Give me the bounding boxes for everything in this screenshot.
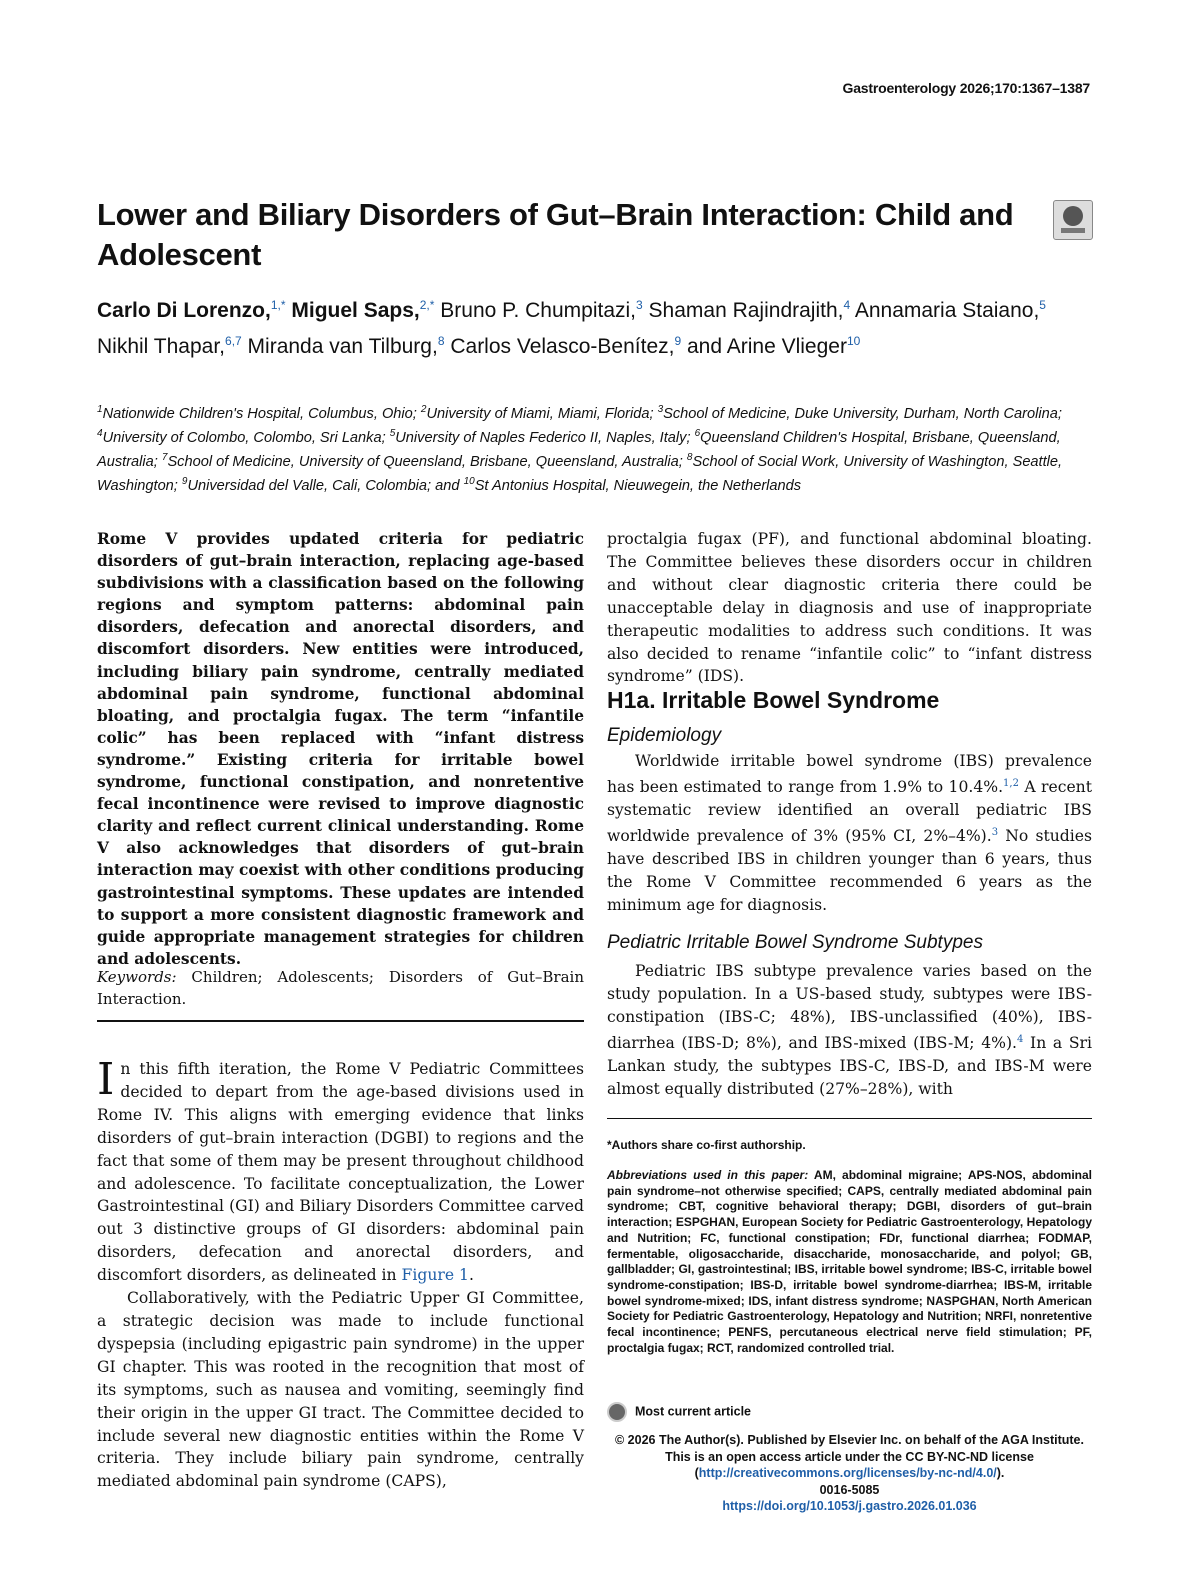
affil-text: Universidad del Valle, Cali, Colombia; and [187, 477, 464, 494]
abstract: Rome V provides updated criteria for pediatric disorders of gut–brain interaction, replacing age-based subdivisions with a classification based on the following regions and symptom patterns: abdominal pain disorders, defecation and anorectal disorders, and discomfort disorders. New entities were introduced, including biliary pain syndrome, centrally mediated abdominal pain syndrome, functional abdominal bloating, and proctalgia fugax. The term “infantile colic” has been replaced with “infant distress syndrome.” Existing criteria for irritable bowel syndrome, functional constipation, and nonretentive fecal incontinence were revised to improve diagnostic clarity and reflect current clinical understanding. Rome V also acknowledges that disorders of gut–brain interaction may coexist with other conditions producing gastrointestinal symptoms. These updates are intended to support a more consistent diagnostic framework and guide appropriate management strategies for children and adolescents. [97, 530, 584, 968]
affil-text: St Antonius Hospital, Nieuwegein, the Netherlands [474, 477, 802, 494]
text: No studies have described IBS in children younger than 6 years, thus the Rome V Committee recommended 6 years as the minimum age for diagnosis. [607, 827, 1092, 914]
author-sup[interactable]: 3 [636, 298, 643, 312]
text: A recent systematic review identified an overall pediatric IBS worldwide prevalence of 3% (95% CI, 2%–4%). [607, 778, 1092, 846]
author-name: Nikhil Thapar, [97, 335, 226, 358]
license-link[interactable]: http://creativecommons.org/licenses/by-nc-nd/4.0/ [698, 1466, 997, 1481]
affiliations [97, 400, 1097, 495]
affil-text: School of Social Work, University of Washington, Seattle, Washington; [97, 453, 1063, 494]
affil-text: University of Colombo, Colombo, Sri Lanka; [102, 429, 390, 446]
subsection-heading-epidemiology: Epidemiology [607, 725, 722, 746]
affil-text: University of Naples Federico II, Naples, Italy; [395, 429, 695, 446]
most-current-icon [607, 1402, 627, 1422]
doi-link[interactable]: https://doi.org/10.1053/j.gastro.2026.01.036 [722, 1499, 977, 1514]
author-sup[interactable]: 4 [843, 298, 851, 312]
cofirst-footnote: *Authors share co-first authorship. [607, 1138, 806, 1152]
affil-sup: 9 [181, 475, 188, 487]
subtypes-text [607, 960, 1092, 1101]
affil-text: Queensland Children's Hospital, Brisbane, Queensland, Australia; [97, 429, 1061, 470]
figure-1-link[interactable]: Figure 1 [401, 1266, 469, 1285]
section-heading: H1a. Irritable Bowel Syndrome [607, 687, 940, 713]
article-title: Lower and Biliary Disorders of Gut–Brain Interaction: Child and Adolescent [97, 197, 1014, 272]
affil-sup: 7 [161, 451, 168, 463]
affil-sup: 1 [97, 404, 103, 415]
text: Pediatric IBS subtype prevalence varies based on the study population. In a US-based study, subtypes were IBS-constipation (IBS-C; 48%), IBS-unclassified (40%), IBS-diarrhea (IBS-D; 8%), and IBS-mixed (IBS-M; 4%). [607, 962, 1092, 1052]
intro-continued: proctalgia fugax (PF), and functional abdominal bloating. The Committee believes these disorders occur in children and without clear diagnostic criteria there could be unacceptable delay in diagnosis and use of inappropriate therapeutic modalities to address such conditions. It was also decided to rename “infantile colic” to “infant distress syndrome” (IDS). [607, 530, 1092, 686]
crossmark-icon[interactable] [1053, 200, 1093, 240]
most-current-article [607, 1402, 751, 1422]
keywords [97, 966, 584, 1010]
journal-reference: Gastroenterology 2026;170:1367–1387 [842, 80, 1090, 96]
author-name: Miranda van Tilburg, [247, 335, 438, 358]
citation-link[interactable]: 1,2 [1003, 777, 1019, 789]
intro-text [97, 1054, 584, 1493]
keywords-label: Keywords: [97, 968, 177, 986]
author-name: Annamaria Staiano, [854, 299, 1040, 322]
most-current-label: Most current article [635, 1404, 752, 1419]
copyright-text-end: ). [996, 1466, 1005, 1481]
author-sup[interactable]: 10 [846, 334, 861, 348]
intro-paragraph-2: Collaboratively, with the Pediatric Upper GI Committee, a strategic decision was made to include functional dyspepsia (including epigastric pain syndrome) in the upper GI chapter. This was rooted in the recognition that most of its symptoms, such as nausea and vomiting, seemingly find their origin in the upper GI tract. The Committee decided to include several new diagnostic entities within the Rome V criteria. They include biliary pain syndrome, centrally mediated abdominal pain syndrome (CAPS), [97, 1289, 584, 1491]
copyright-text: © 2026 The Author(s). Published by Elsevier Inc. on behalf of the AGA Institute. This is an open access article under the CC BY-NC-ND license ( [614, 1433, 1084, 1481]
author-name: Miguel Saps, [291, 299, 420, 322]
affil-sup: 8 [686, 451, 693, 463]
citation-link[interactable]: 3 [991, 826, 999, 838]
affil-text: School of Medicine, University of Queensland, Brisbane, Queensland, Australia; [167, 453, 687, 470]
footnote-divider [607, 1118, 1092, 1119]
affil-sup: 3 [657, 404, 664, 415]
affil-sup: 2 [420, 404, 427, 415]
author-name: Arine Vlieger [726, 335, 847, 358]
text: Worldwide irritable bowel syndrome (IBS) prevalence has been estimated to range from 1.9% to 10.4%. [607, 752, 1092, 797]
subsection-heading-subtypes: Pediatric Irritable Bowel Syndrome Subtypes [607, 932, 983, 953]
divider [97, 1020, 584, 1022]
author-conjunction: and [686, 335, 723, 358]
affil-text: Nationwide Children's Hospital, Columbus, Ohio; [102, 405, 421, 422]
affil-sup: 6 [694, 427, 701, 439]
author-name: Bruno P. Chumpitazi, [440, 299, 636, 322]
author-name: Carlos Velasco-Benítez, [450, 335, 675, 358]
abbreviations [607, 1168, 1092, 1356]
citation-link[interactable]: 4 [1016, 1033, 1024, 1045]
abbreviations-label: Abbreviations used in this paper: [607, 1168, 809, 1182]
author-sup[interactable]: 9 [674, 334, 682, 348]
author-sup[interactable]: 2,* [419, 298, 435, 312]
affil-sup: 5 [389, 427, 396, 439]
affil-text: University of Miami, Miami, Florida; [426, 405, 658, 422]
epidemiology-text [607, 750, 1092, 917]
intro-paragraph-end: . [468, 1266, 474, 1285]
issn: 0016-5085 [819, 1482, 880, 1497]
copyright-notice [607, 1432, 1092, 1515]
text: In a Sri Lankan study, the subtypes IBS-C, IBS-D, and IBS-M were almost equally distributed (27%–28%), with [607, 1033, 1092, 1098]
author-sup[interactable]: 1,* [270, 298, 286, 312]
affil-sup: 10 [463, 475, 475, 487]
author-sup[interactable]: 8 [437, 334, 445, 348]
drop-cap: I [97, 1054, 115, 1105]
author-name: Carlo Di Lorenzo, [97, 299, 271, 322]
keywords-text: Children; Adolescents; Disorders of Gut–Brain Interaction. [97, 968, 584, 1008]
author-sup[interactable]: 6,7 [225, 334, 242, 348]
affil-text: School of Medicine, Duke University, Durham, North Carolina; [663, 405, 1062, 422]
author-name: Shaman Rajindrajith, [648, 299, 844, 322]
affil-sup: 4 [97, 427, 103, 439]
intro-paragraph: n this fifth iteration, the Rome V Pediatric Committees decided to depart from the age-based divisions used in Rome IV. This aligns with emerging evidence that links disorders of gut–brain interaction (DGBI) to regions and the fact that some of them may be present throughout childhood and adolescence. To facilitate conceptualization, the Lower Gastrointestinal (GI) and Biliary Disorders Committee carved out 3 distinctive groups of GI disorders: abdominal pain disorders, defecation and anorectal disorders, and discomfort disorders, as delineated in [97, 1060, 584, 1285]
abbreviations-text: AM, abdominal migraine; APS-NOS, abdominal pain syndrome–not otherwise specified; CAPS, centrally mediated abdominal pain syndrome; CBT, cognitive behavioral therapy; DGBI, disorders of gut–brain interaction; ESPGHAN, European Society for Pediatric Gastroenterology, Hepatology and Nutrition; FC, functional constipation; FDr, functional diarrhea; FODMAP, fermentable, oligosaccharide, disaccharide, monosaccharide, and polyol; GB, gallbladder; GI, gastrointestinal; IBS, irritable bowel syndrome; IBS-C, irritable bowel syndrome-constipation; IBS-D, irritable bowel syndrome-diarrhea; IBS-M, irritable bowel syndrome-mixed; IDS, infant distress syndrome; NASPGHAN, North American Society for Pediatric Gastroenterology, Hepatology and Nutrition; NRFI, nonretentive fecal incontinence; PENFS, percutaneous electrical nerve field stimulation; PF, proctalgia fugax; RCT, randomized controlled trial. [607, 1168, 1093, 1355]
author-list [97, 290, 1097, 362]
author-sup[interactable]: 5 [1039, 298, 1046, 312]
